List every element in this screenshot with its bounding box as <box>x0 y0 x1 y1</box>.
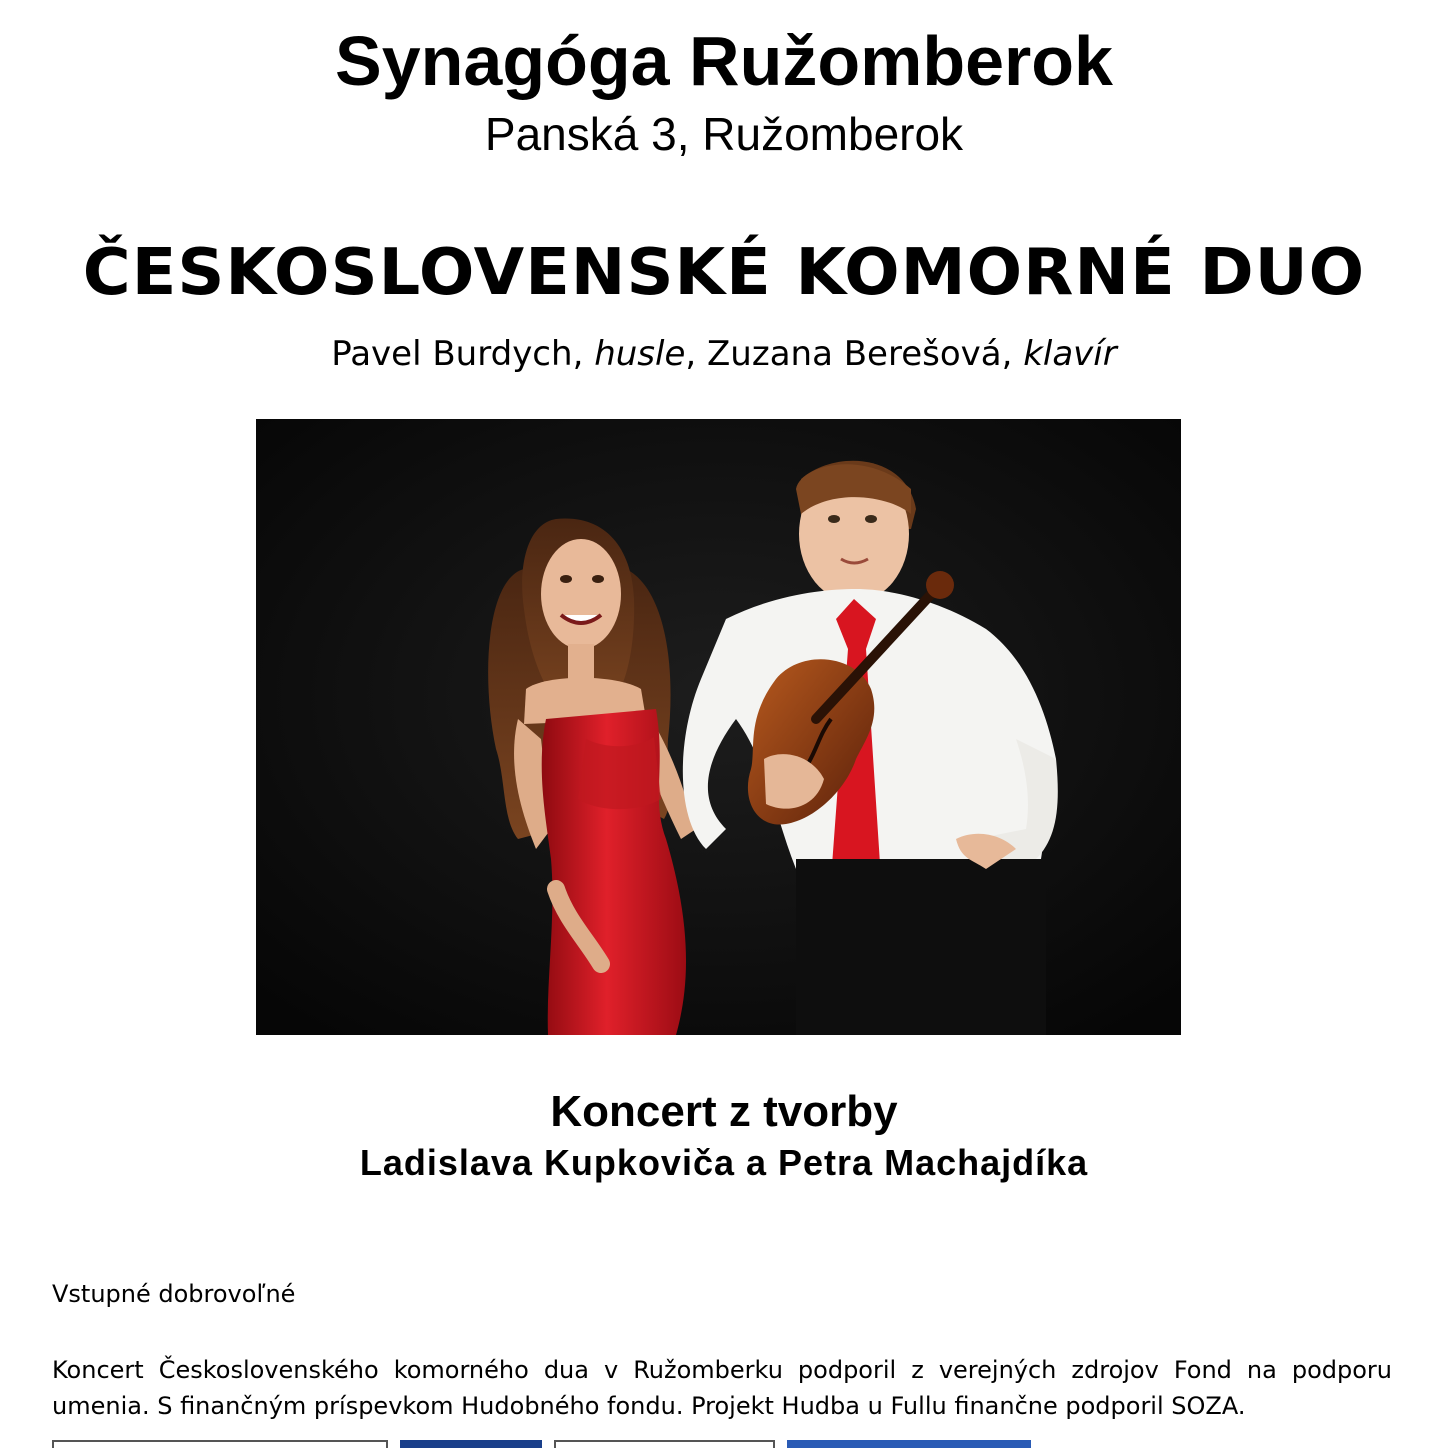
sponsor-logo-1 <box>52 1440 388 1448</box>
venue-address: Panská 3, Ružomberok <box>484 108 964 160</box>
concert-title: Koncert z tvorby <box>550 1087 898 1136</box>
sponsor-logo-2 <box>400 1440 542 1448</box>
performer2-name: Zuzana Berešová <box>707 334 1002 374</box>
duo-photo-illustration <box>256 419 1181 1035</box>
performers-line: Pavel Burdych, husle, Zuzana Berešová, klavír <box>331 334 1117 374</box>
duo-photo <box>256 419 1181 1035</box>
sponsor-logo-3 <box>554 1440 775 1448</box>
performer1-name: Pavel Burdych <box>331 334 573 374</box>
sponsor-logos-strip <box>0 1440 1448 1448</box>
sponsor-logo-4 <box>787 1440 1031 1448</box>
support-statement: Koncert Československého komorného dua v Ružomberku podporil z verejných zdrojov Fond na podporu umenia. S finančným príspevkom Hudobného fondu. Projekt Hudba u Fullu finančne podporil SOZA. <box>52 1356 1392 1420</box>
composers-line: Ladislava Kupkoviča a Petra Machajdíka <box>359 1142 1089 1183</box>
ensemble-name: ČESKOSLOVENSKÉ KOMORNÉ DUO <box>82 236 1366 310</box>
performer2-instrument: klavír <box>1023 334 1117 374</box>
venue-name: Synagóga Ružomberok <box>335 22 1113 100</box>
admission-note: Vstupné dobrovoľné <box>52 1280 296 1308</box>
performer1-instrument: husle <box>594 334 686 374</box>
